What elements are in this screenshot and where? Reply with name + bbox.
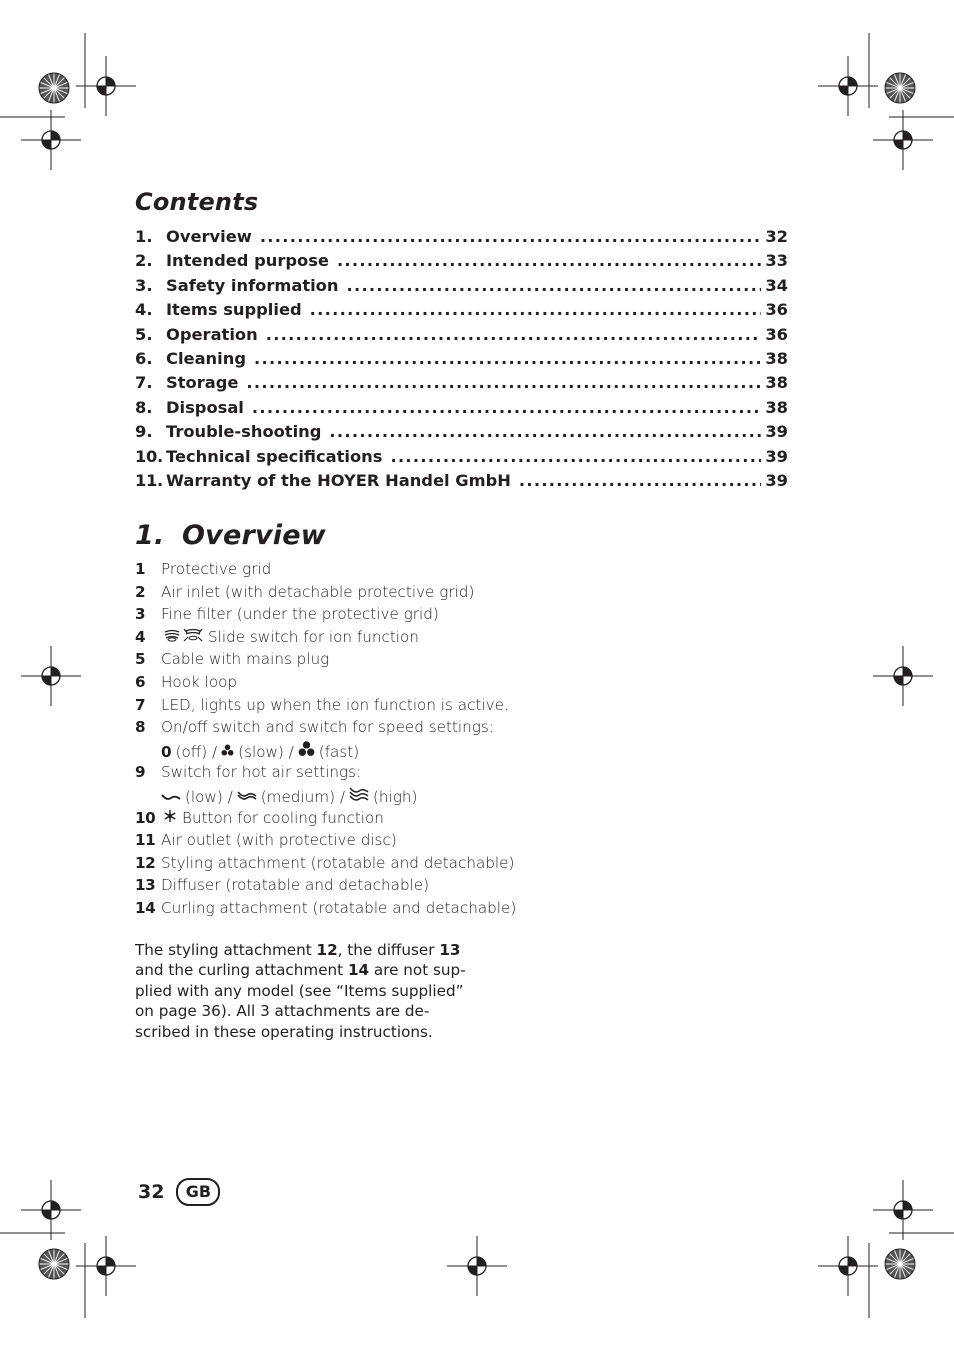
overview-heading-number: 1.	[135, 520, 165, 551]
item-number: 2	[135, 582, 146, 601]
list-item	[135, 876, 635, 899]
list-item	[135, 583, 635, 606]
toc-label: Trouble-shooting	[166, 422, 322, 442]
ion-off-icon	[163, 628, 181, 646]
toc-leader	[346, 276, 761, 295]
item-number: 12	[135, 853, 156, 872]
toc-entry-overview[interactable]	[135, 227, 788, 251]
list-item	[135, 696, 635, 719]
toc-label: Items supplied	[166, 300, 302, 320]
toc-leader	[254, 349, 761, 368]
overview-heading-text: Overview	[182, 520, 326, 551]
list-item	[135, 854, 635, 877]
toc-number: 8.	[135, 397, 153, 417]
note-text: The styling attachment	[135, 941, 317, 959]
toc-number: 7.	[135, 373, 153, 393]
fan-fast-icon	[298, 741, 315, 761]
note-line: plied with any model (see “Items supplied”	[135, 981, 464, 1000]
item-number: 4	[135, 627, 146, 646]
toc-label: Warranty of the HOYER Handel GmbH	[166, 470, 511, 490]
item-number: 5	[135, 650, 146, 669]
toc-page: 38	[765, 397, 788, 417]
item-text: Fine filter (under the protective grid)	[161, 605, 439, 624]
toc-label: Intended purpose	[166, 251, 329, 271]
toc-label: Storage	[166, 373, 239, 393]
note-line: scribed in these operating instructions.	[135, 1022, 433, 1041]
toc-entry-technical-specifications[interactable]	[135, 447, 788, 471]
list-item	[135, 605, 635, 628]
item-text: Protective grid	[161, 560, 272, 578]
item-number: 1	[135, 560, 146, 578]
item-text: On/off switch and switch for speed settings:	[161, 718, 494, 737]
list-item	[135, 809, 635, 832]
list-item	[135, 763, 635, 786]
toc-page: 36	[765, 324, 788, 344]
toc-page: 38	[765, 348, 788, 368]
note-line: on page 36). All 3 attachments are de-	[135, 1002, 430, 1021]
ion-on-icon	[183, 628, 203, 646]
item-number: 11	[135, 831, 156, 850]
toc-leader	[246, 373, 761, 392]
list-item	[135, 673, 635, 696]
toc-number: 6.	[135, 348, 153, 368]
toc-label: Overview	[166, 227, 252, 246]
heat-low-icon	[161, 788, 181, 806]
low-setting-label: (low) /	[185, 787, 233, 806]
item-text: Air inlet (with detachable protective grid)	[161, 582, 475, 601]
note-ref-number: 12	[316, 941, 338, 959]
toc-entry-cleaning[interactable]	[135, 349, 788, 373]
high-setting-label: (high)	[372, 787, 418, 806]
item-number: 13	[135, 876, 156, 895]
toc-entry-safety-information[interactable]	[135, 276, 788, 300]
item-text: Air outlet (with protective disc)	[161, 831, 397, 850]
list-item	[135, 899, 635, 922]
slow-setting-label: (slow) /	[238, 742, 294, 761]
toc-entry-warranty[interactable]	[135, 471, 788, 495]
toc-entry-trouble-shooting[interactable]	[135, 422, 788, 446]
toc-number: 5.	[135, 324, 153, 344]
toc-page: 33	[765, 251, 788, 271]
list-item	[135, 628, 635, 651]
page-number: 32	[138, 1181, 165, 1203]
overview-item-list	[135, 560, 635, 922]
item-number: 7	[135, 695, 146, 714]
toc-label: Cleaning	[166, 348, 246, 368]
note-text: , the diffuser	[337, 941, 440, 959]
table-of-contents	[135, 227, 788, 495]
list-item	[135, 831, 635, 854]
toc-number: 10.	[135, 446, 163, 466]
item-number: 10	[135, 808, 156, 827]
heat-high-icon	[349, 786, 369, 806]
toc-page: 38	[765, 373, 788, 393]
toc-number: 1.	[135, 227, 153, 246]
contents-heading: Contents	[135, 188, 259, 216]
page-footer	[138, 1178, 220, 1206]
toc-page: 34	[765, 275, 788, 295]
item-number: 8	[135, 718, 146, 737]
fast-setting-label: (fast)	[318, 742, 360, 761]
note-text: and the curling attachment	[135, 961, 348, 980]
item-text: LED, lights up when the ion function is active.	[161, 695, 509, 714]
toc-page: 32	[765, 227, 788, 246]
snowflake-icon	[163, 809, 177, 827]
toc-entry-disposal[interactable]	[135, 398, 788, 422]
item-number: 3	[135, 605, 146, 624]
item-number: 14	[135, 898, 156, 917]
item-text: Curling attachment (rotatable and detachable)	[161, 898, 517, 917]
toc-page: 39	[765, 422, 788, 442]
toc-leader	[337, 251, 761, 270]
toc-leader	[266, 325, 762, 344]
toc-number: 2.	[135, 251, 153, 271]
item-text: Switch for hot air settings:	[161, 763, 362, 782]
note-ref-number: 14	[347, 961, 370, 980]
item-number: 6	[135, 672, 146, 691]
speed-settings-line	[135, 741, 635, 764]
fan-slow-icon	[221, 743, 234, 761]
toc-number: 4.	[135, 300, 153, 320]
note-text: are not sup-	[369, 961, 466, 980]
note-line	[135, 960, 475, 980]
heat-settings-line	[135, 786, 635, 809]
medium-setting-label: (medium) /	[260, 787, 345, 806]
item-number: 9	[135, 763, 146, 782]
toc-leader	[390, 447, 761, 466]
toc-entry-operation[interactable]	[135, 325, 788, 349]
item-text: Hook loop	[161, 672, 238, 691]
list-item	[135, 650, 635, 673]
list-item	[135, 718, 635, 741]
toc-leader	[260, 227, 762, 246]
toc-entry-storage[interactable]	[135, 373, 788, 397]
toc-page: 39	[765, 470, 788, 490]
off-setting-label: (off) /	[175, 742, 218, 761]
toc-leader	[329, 422, 761, 441]
toc-label: Safety information	[166, 275, 339, 295]
toc-number: 11.	[135, 470, 163, 490]
toc-page: 36	[765, 300, 788, 320]
toc-number: 9.	[135, 422, 153, 442]
note-ref-number: 13	[439, 941, 461, 959]
toc-leader	[252, 398, 761, 417]
toc-leader	[519, 471, 761, 490]
toc-page: 39	[765, 446, 788, 466]
toc-label: Operation	[166, 324, 258, 344]
off-setting-number: 0	[161, 742, 172, 761]
item-text: Cable with mains plug	[161, 650, 330, 669]
toc-entry-intended-purpose[interactable]	[135, 251, 788, 275]
toc-leader	[310, 300, 762, 319]
item-text: Styling attachment (rotatable and detachable)	[161, 853, 515, 872]
item-text: Slide switch for ion function	[208, 627, 419, 646]
overview-heading	[135, 520, 326, 551]
toc-label: Technical specifications	[166, 446, 383, 466]
attachments-note	[135, 940, 475, 1042]
item-text: Diffuser (rotatable and detachable)	[161, 876, 430, 895]
list-item	[135, 560, 635, 583]
toc-number: 3.	[135, 275, 153, 295]
heat-medium-icon	[237, 788, 257, 806]
note-line	[135, 940, 475, 960]
item-text: Button for cooling function	[182, 808, 384, 827]
toc-label: Disposal	[166, 397, 244, 417]
language-badge: GB	[176, 1178, 220, 1206]
toc-entry-items-supplied[interactable]	[135, 300, 788, 324]
